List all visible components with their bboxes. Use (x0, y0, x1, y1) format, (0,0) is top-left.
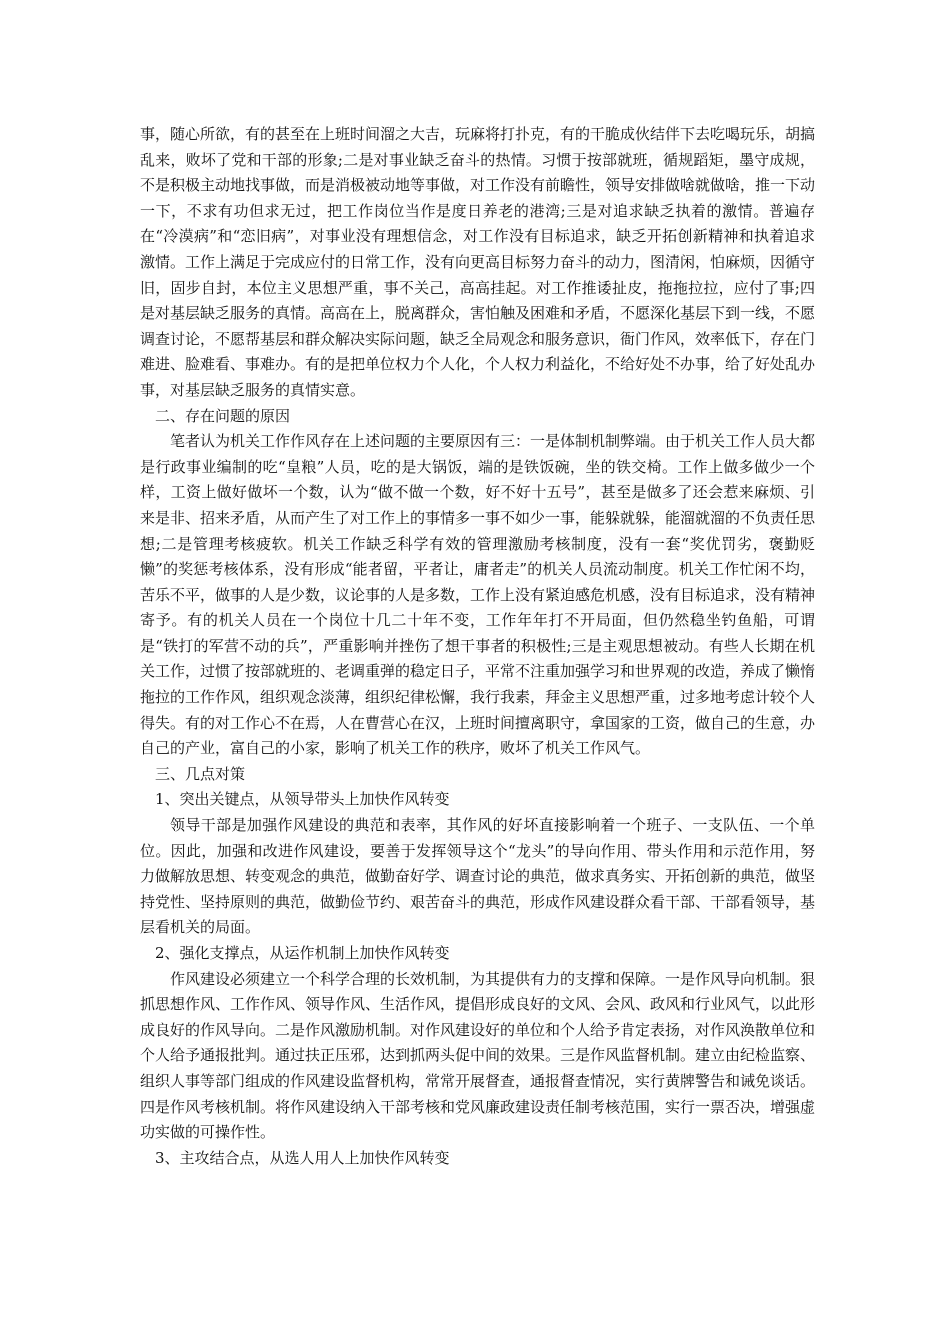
paragraph-problems-continued: 事，随心所欲，有的甚至在上班时间溜之大吉，玩麻将打扑克，有的干脆成伙结伴下去吃喝玩乐，胡搞乱来，败坏了党和干部的形象;二是对事业缺乏奋斗的热情。习惯于按部就班，循规蹈矩，墨守成规，不是积极主动地找事做，而是消极被动地等事做，对工作没有前瞻性，领导安排做啥就做啥，推一下动一下，不求有功但求无过，把工作岗位当作是度日养老的港湾;三是对追求缺乏执着的激情。普遍存在“冷漠病”和“恋旧病”，对事业没有理想信念，对工作没有目标追求，缺乏开拓创新精神和执着追求激情。工作上满足于完成应付的日常工作，没有向更高目标努力奋斗的动力，图清闲，怕麻烦，因循守旧，固步自封，本位主义思想严重，事不关己，高高挂起。对工作推诿扯皮，拖拖拉拉，应付了事;四是对基层缺乏服务的真情。高高在上，脱离群众，害怕触及困难和矛盾，不愿深化基层下到一线，不愿调查讨论，不愿帮基层和群众解决实际问题，缺乏全局观念和服务意识，衙门作风，效率低下，存在门难进、脸难看、事难办。有的是把单位权力个人化，个人权力利益化，不给好处不办事，给了好处乱办事，对基层缺乏服务的真情实意。 (140, 125, 816, 399)
document-body (140, 122, 815, 1171)
subheading-personnel: 3、主攻结合点，从选人用人上加快作风转变 (155, 1148, 450, 1167)
subheading-mechanism: 2、强化支撑点，从运作机制上加快作风转变 (155, 944, 450, 962)
paragraph-mechanism: 作风建设必须建立一个科学合理的长效机制，为其提供有力的支撑和保障。一是作风导向机制。狠抓思想作风、工作作风、领导作风、生活作风，提倡形成良好的文风、会风、政风和行业风气，以此形成良好的作风导向。二是作风激励机制。对作风建设好的单位和个人给予肯定表扬，对作风涣散单位和个人给予通报批判。通过扶正压邪，达到抓两头促中间的效果。三是作风监督机制。建立由纪检监察、组织人事等部门组成的作风建设监督机构，常常开展督查，通报督查情况，实行黄牌警告和诫免谈话。四是作风考核机制。将作风建设纳入干部考核和党风廉政建设责任制考核范围，实行一票否决，增强虚功实做的可操作性。 (140, 969, 816, 1142)
paragraph-causes: 笔者认为机关工作作风存在上述问题的主要原因有三：一是体制机制弊端。由于机关工作人员大都是行政事业编制的吃“皇粮”人员，吃的是大锅饭，端的是铁饭碗，坐的铁交椅。工作上做多做少一个样，工资上做好做坏一个数，认为“做不做一个数，好不好十五号”，甚至是做多了还会惹来麻烦、引来是非、招来矛盾，从而产生了对工作上的事情多一事不如少一事，能躲就躲，能溜就溜的不负责任思想;二是管理考核疲软。机关工作缺乏科学有效的管理激励考核制度，没有一套“奖优罚劣，褒勤贬懒”的奖惩考核体系，没有形成“能者留，平者让，庸者走”的机关人员流动制度。机关工作忙闲不均，苦乐不平，做事的人是少数，议论事的人是多数，工作上没有紧迫感危机感，没有目标追求，没有精神寄予。有的机关人员在一个岗位十几二十年不变，工作年年打不开局面，但仍然稳坐钓鱼船，可谓是“铁打的军营不动的兵”，严重影响并挫伤了想干事者的积极性;三是主观思想被动。有些人长期在机关工作，过惯了按部就班的、老调重弹的稳定日子，平常不注重加强学习和世界观的改造，养成了懒惰拖拉的工作作风，组织观念淡薄，组织纪律松懈，我行我素，拜金主义思想严重，过多地考虑计较个人得失。有的对工作心不在焉，人在曹营心在汉，上班时间擅离职守，拿国家的工资，做自己的生意，办自己的产业，富自己的小家，影响了机关工作的秩序，败坏了机关工作风气。 (140, 432, 816, 758)
section-heading-countermeasures: 三、几点对策 (155, 764, 246, 783)
paragraph-leadership: 领导干部是加强作风建设的典范和表率，其作风的好坏直接影响着一个班子、一支队伍、一个单位。因此，加强和改进作风建设，要善于发挥领导这个“龙头”的导向作用、带头作用和示范作用，努力做解放思想、转变观念的典范，做勤奋好学、调查讨论的典范，做求真务实、开拓创新的典范，做坚持党性、坚持原则的典范，做勤俭节约、艰苦奋斗的典范，形成作风建设群众看干部、干部看领导，基层看机关的局面。 (140, 816, 816, 937)
section-heading-causes: 二、存在问题的原因 (155, 406, 291, 425)
subheading-leadership: 1、突出关键点，从领导带头上加快作风转变 (155, 790, 450, 809)
